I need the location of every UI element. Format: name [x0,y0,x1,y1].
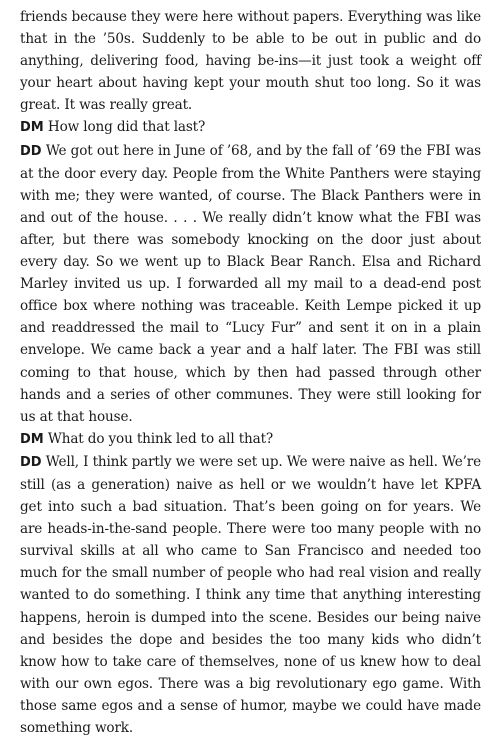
speaker-label-dd: DD [20,454,42,470]
interview-question [20,116,481,139]
speaker-label-dm: DM [20,120,44,136]
interview-question [20,428,481,451]
paragraph-continuation [20,6,481,116]
interview-answer [20,140,481,428]
speaker-label-dm: DM [20,431,44,447]
paragraph-text: friends because they were here without papers. Everything was like that in the ’50s. Suddenly to be able to be out in public and do anything, delivering food, having be-ins—it just took a weight off your heart about having kept your mouth shut too long. So it was great. It was really great. [20,9,481,114]
answer-text: Well, I think partly we were set up. We were naive as hell. We’re still (as a generation) naive as hell or we wouldn’t have let KPFA get into such a bad situation. That’s been going on for years. We are heads-in-the-sand people. There were too many people with no survival skills at all who came to San Francisco and needed too much for the small number of people who had real vision and really wanted to do something. I think any time that anything interesting happens, heroin is dumped into the scene. Besides our being naive and besides the dope and besides the too many kids who didn’t know how to take care of themselves, none of us knew how to deal with our own egos. There was a big revolutionary ego game. With those same egos and a sense of humor, maybe we could have made something work. [20,453,482,736]
interview-answer [20,451,481,739]
question-text: How long did that last? [47,119,206,136]
question-text: What do you think led to all that? [47,430,274,447]
answer-text: We got out here in June of ’68, and by the fall of ’69 the FBI was at the door every day. People from the White Panthers were staying with me; they were wanted, of course. The Black Panthers were in and out of the house. . . . We really didn’t know what the FBI was after, but there was somebody knocking on the door just about every day. So we went up to Black Bear Ranch. Elsa and Richard Marley invited us up. I forwarded all my mail to a dead-end post office box where nothing was traceable. Keith Lempe picked it up and readdressed the mail to “Lucy Fur” and sent it on in a plain envelope. We came back a year and a half later. The FBI was still coming to that house, which by then had passed through other hands and a series of other communes. They were still looking for us at that house. [20,142,482,425]
speaker-label-dd: DD [20,143,42,159]
